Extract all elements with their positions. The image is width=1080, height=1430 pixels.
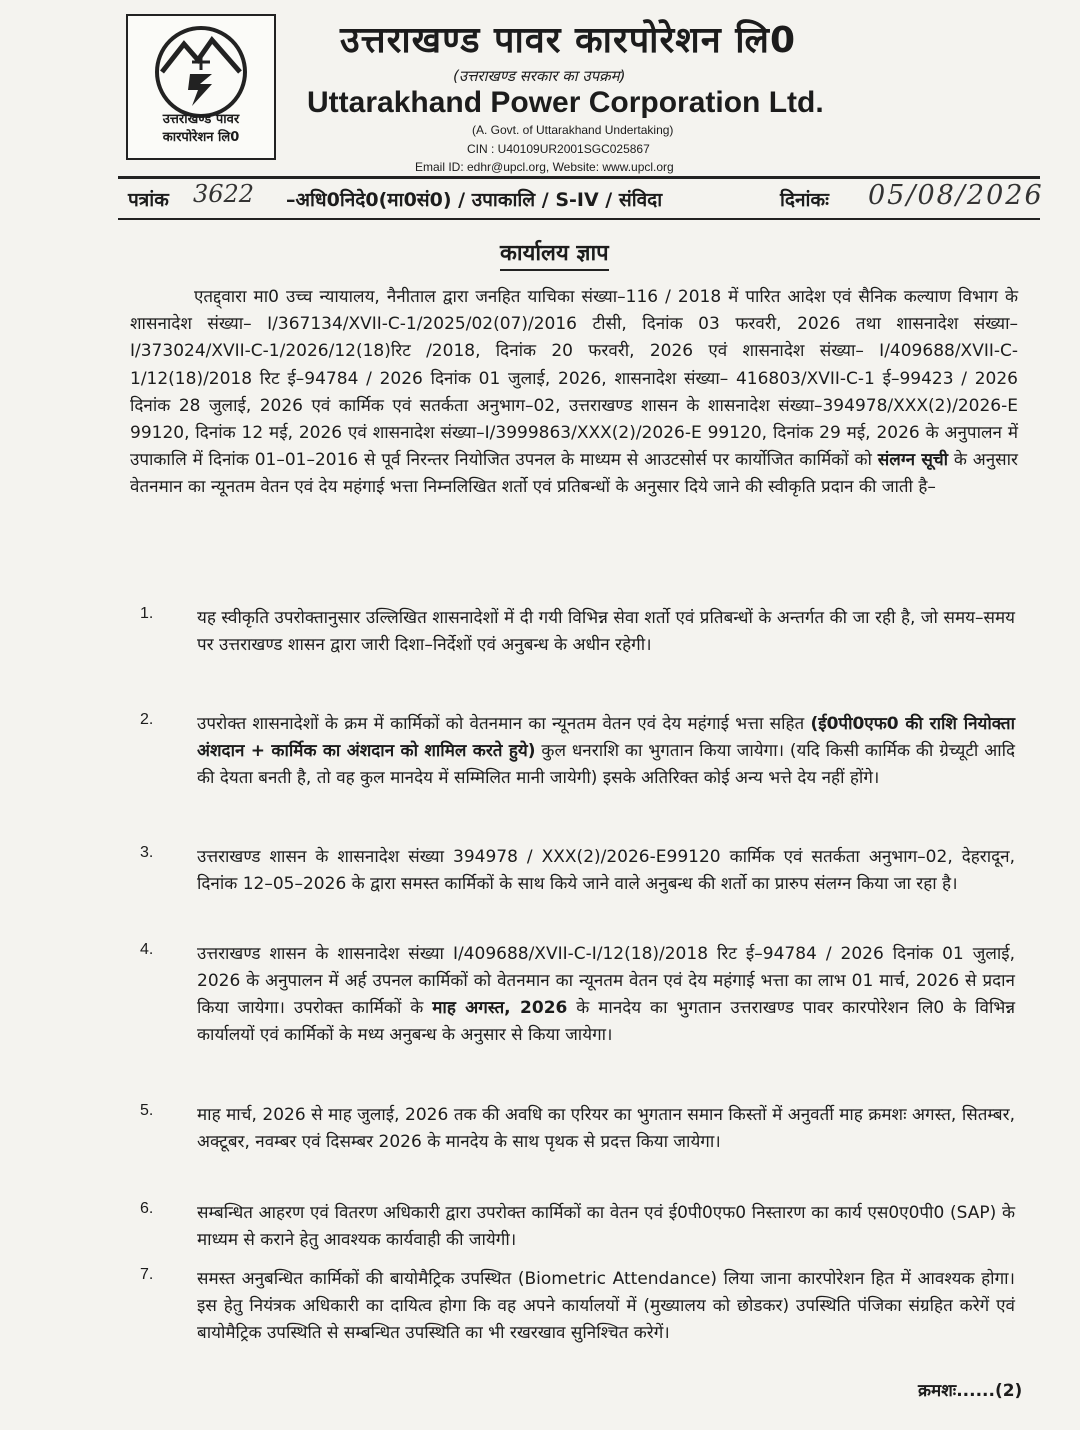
cin-number: CIN : U40109UR2001SGC025867 xyxy=(467,142,650,156)
reference-label: पत्रांक xyxy=(128,189,169,211)
list-item-number: 7. xyxy=(140,1266,154,1283)
list-item-text xyxy=(197,941,1015,1049)
intro-text-part2: के अनुसार वेतनमान का न्यूनतम वेतन एवं देय महंगाई भत्ता निम्नलिखित शर्तो एवं प्रतिबन्धों के अनुसार दिये जाने की स्वीकृति प्रदान की जाती है– xyxy=(130,450,1019,498)
list-item-text: समस्त अनुबन्धित कार्मिकों की बायोमैट्रिक उपस्थित (Biometric Attendance) लिया जाना कारपोरेशन हित में आवश्यक होगा। इस हेतु नियंत्रक अधिकारी का दायित्व होगा कि वह अपने कार्यालयों में (मुख्यालय को छोडकर) उपस्थिति पंजिका संग्रहित करेगें एवं बायोमैट्रिक उपस्थिति से सम्बन्धित उपस्थिति का भी रखरखाव सुनिश्चित करेगें। xyxy=(197,1269,1015,1343)
email-website: Email ID: edhr@upcl.org, Website: www.upcl.org xyxy=(415,160,674,174)
document-title: कार्यालय ज्ञाप xyxy=(500,237,609,271)
list-item-number: 6. xyxy=(140,1200,154,1217)
list-item-number: 5. xyxy=(140,1102,154,1119)
reference-divider xyxy=(118,218,1040,220)
continuation-note: क्रमशः......(2) xyxy=(918,1381,1023,1401)
logo-text-line1: उत्तराखण्ड पावर xyxy=(162,112,240,127)
list-item-text: यह स्वीकृति उपरोक्तानुसार उल्लिखित शासनादेशों में दी गयी विभिन्न सेवा शर्तो एवं प्रतिबन्धों के अन्तर्गत की जा रही है, जो समय–समय पर उत्तराखण्ड शासन द्वारा जारी दिशा–निर्देशों एवं अनुबन्ध के अधीन रहेगी। xyxy=(197,608,1015,655)
corporation-logo xyxy=(126,14,276,160)
list-item-bold-text: माह अगस्त, 2026 xyxy=(432,998,568,1018)
list-item-text-b: कुल धनराशि का भुगतान किया जायेगा। (यदि किसी कार्मिक की ग्रेच्यूटी आदि की देयता बनती है, तो वह कुल मानदेय में सम्मिलित मानी जायेगी) इसके अतिरिक्त कोई अन्य भत्ते देय नहीं होंगे। xyxy=(197,741,1016,788)
list-item-number: 1. xyxy=(140,605,154,622)
list-item-text-a: उपरोक्त शासनादेशों के क्रम में कार्मिकों को वेतनमान का न्यूनतम वेतन एवं देय महंगाई भत्ता सहित xyxy=(197,714,805,734)
header-divider xyxy=(118,176,1040,179)
intro-text-part1: एतद्द्वारा मा0 उच्च न्यायालय, नैनीताल द्वारा जनहित याचिका संख्या–116 / 2018 में पारित आदेश एवं सैनिक कल्याण विभाग के शासनादेश संख्या– I/367134/XVII-C-1/2025/02(07)/2016 टीसी, दिनांक 03 फरवरी, 2026 तथा शासनादेश संख्या– I/373024/XVII-C-1/2026/12(18)रिट /2018, दिनांक 20 फरवरी, 2026 एवं शासनादेश संख्या– I/409688/XVII-C-1/12(18)/2018 रिट ई–94784 / 2026 दिनांक 01 जुलाई, 2026, शासनादेश संख्या– 416803/XVII-C-1 ई–99423 / 2026 दिनांक 28 जुलाई, 2026 एवं कार्मिक एवं सतर्कता अनुभाग–02, उत्तराखण्ड शासन के शासनादेश संख्या–394978/XXX(2)/2026-E 99120, दिनांक 12 मई, 2026 एवं शासनादेश संख्या–I/3999863/XXX(2)/2026-E 99120, दिनांक 29 मई, 2026 के अनुपालन में उपाकालि में दिनांक 01–01–2016 से पूर्व निरन्तर नियोजित उपनल के माध्यम से आउटसोर्स पर कार्योजित कार्मिकों को xyxy=(130,287,1018,471)
list-item-text-b: के मानदेय का भुगतान उत्तराखण्ड पावर कारपोरेशन लि0 के विभिन्न कार्यालयों एवं कार्मिकों के मध्य अनुबन्ध के अनुसार से किया जायेगा। xyxy=(197,998,1016,1045)
govt-undertaking-english: (A. Govt. of Uttarakhand Undertaking) xyxy=(472,123,674,137)
reference-number: 3622 xyxy=(193,180,255,208)
list-item-text: उत्तराखण्ड शासन के शासनादेश संख्या 394978 / XXX(2)/2026-E99120 कार्मिक एवं सतर्कता अनुभाग–02, देहरादून, दिनांक 12–05–2026 के द्वारा समस्त कार्मिकों के साथ किये जाने वाले अनुबन्ध की शर्तो का प्रारुप संलग्न किया जा रहा है। xyxy=(197,847,1015,894)
intro-bold-text: संलग्न सूची xyxy=(877,450,949,471)
org-name-hindi: उत्तराखण्ड पावर कारपोरेशन लि0 xyxy=(340,20,797,61)
list-item-number: 4. xyxy=(140,941,154,958)
list-item-bold-text: (ई0पी0एफ0 की राशि नियोक्ता अंशदान + कार्मिक का अंशदान को शामिल करते हुये) xyxy=(197,714,1015,761)
list-item-number: 2. xyxy=(140,711,154,728)
list-item-text-a: उत्तराखण्ड शासन के शासनादेश संख्या I/409688/XVII-C-I/12(18)/2018 रिट ई–94784 / 2026 दिनांक 01 जुलाई, 2026 के अनुपालन में अर्ह उपनल कार्मिकों को वेतनमान का न्यूनतम वेतन एवं देय महंगाई भत्ता का लाभ 01 मार्च, 2026 से प्रदान किया जायेगा। उपरोक्त कार्मिकों के xyxy=(197,944,1015,1018)
list-item-text xyxy=(197,711,1015,792)
list-item-text: सम्बन्धित आहरण एवं वितरण अधिकारी द्वारा उपरोक्त कार्मिकों का वेतन एवं ई0पी0एफ0 निस्तारण का कार्य एस0ए0पी0 (SAP) के माध्यम से कराने हेतु आवश्यक कार्यवाही की जायेगी। xyxy=(197,1203,1015,1250)
reference-code: –अधि0निदे0(मा0सं0) / उपाकालि / S-IV / संविदा xyxy=(286,189,663,211)
logo-text-line2: कारपोरेशन लि0 xyxy=(162,130,240,145)
intro-paragraph xyxy=(130,284,1018,502)
logo-emblem-icon xyxy=(142,22,260,118)
date-label: दिनांकः xyxy=(780,189,829,211)
list-item-text: माह मार्च, 2026 से माह जुलाई, 2026 तक की अवधि का एरियर का भुगतान समान किस्तों में अनुवर्ती माह क्रमशः अगस्त, सितम्बर, अक्टूबर, नवम्बर एवं दिसम्बर 2026 के मानदेय के साथ पृथक से प्रदत्त किया जायेगा। xyxy=(197,1105,1015,1152)
list-item-number: 3. xyxy=(140,844,154,861)
org-name-english: Uttarakhand Power Corporation Ltd. xyxy=(307,86,824,119)
date-value: 05/08/2026 xyxy=(868,180,1044,211)
govt-undertaking-hindi: (उत्तराखण्ड सरकार का उपक्रम) xyxy=(453,67,626,85)
